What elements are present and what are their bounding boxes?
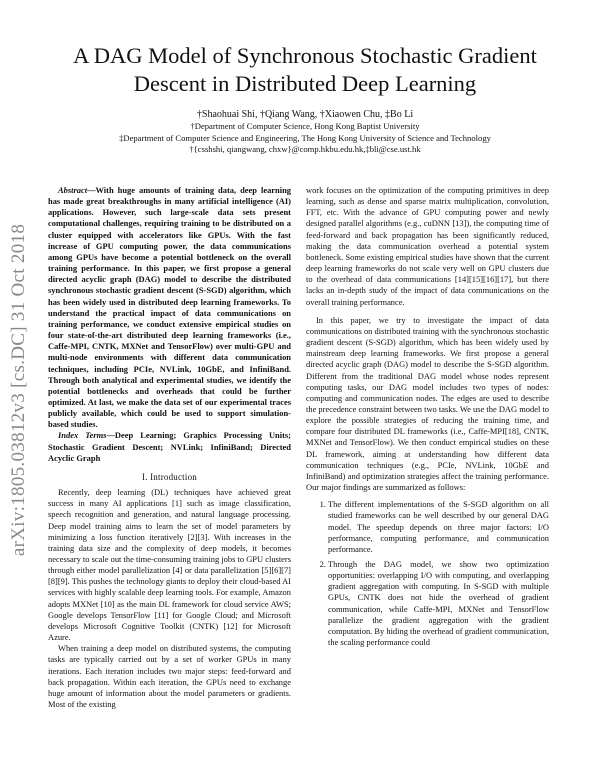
affiliation-hkust: ‡Department of Computer Science and Engineering, The Hong Kong University of Science and Technology: [119, 132, 491, 143]
right-column: [306, 185, 549, 652]
author-emails: †{csshshi, qiangwang, chxw}@comp.hkbu.edu.hk,‡bli@cse.ust.hk: [189, 144, 421, 155]
intro-paragraph-4: In this paper, we try to investigate the impact of data communications on distributed training with the synchronous stochastic gradient descent (S-SGD) algorithm, which has been widely used by mainstream deep learning frameworks. We first propose a general directed acyclic graph (DAG) model to describe the S-SGD algorithm. Different from the traditional DAG model whose nodes represent computing tasks, our DAG model includes two types of nodes: computing and communication nodes. The edges are used to describe the precedence constraint between two tasks. We use the DAG model to explore the possible strategies of reducing the training time, and compare four distributed DL frameworks (i.e., Caffe-MPI[18], CNTK, MXNet and TensorFlow). We then conduct empirical studies on these DL framework, aiming at understanding how different data communication techniques (e.g., PCIe, NVLink, 10GbE and InfiniBand) and optimization strategies affect the training performance. Our major findings are summarized as follows:: [306, 314, 549, 493]
intro-paragraph-3: work focuses on the optimization of the computing primitives in deep learning, such as dense and sparse matrix multiplication, convolution, FFT, etc. With the advance of GPU computing power and newly designed parallel algorithms (e.g., cuDNN [13]), the computing time of feed-forward and back propagation has been significantly reduced, making the data communication overhead a potential system bottleneck. Some existing empirical studies have shown that the current deep learning frameworks do not scale very well on GPU clusters due to the overhead of data communications [14][15][16][17], but there lacks an in-depth study of the impact of data communications on the overall training performance.: [306, 185, 549, 307]
author-list: †Shaohuai Shi, †Qiang Wang, †Xiaowen Chu, ‡Bo Li: [196, 109, 414, 120]
index-terms: [48, 430, 291, 463]
finding-item-2: 2. Through the DAG model, we show two optimization opportunities: overlapping I/O with computing, and overlapping gradient aggregation with computing. In S-SGD with multiple GPUs, CNTK does not hide the overhead of gradient communication, while Caffe-MPI, MXNet and TensorFlow parallelize the gradient aggregation with the gradient computation. By hiding the overhead of gradient communication, the scaling performance could: [328, 559, 549, 648]
paper-title: A DAG Model of Synchronous Stochastic Gradient Descent in Distributed Deep Learning: [73, 43, 537, 96]
intro-paragraph-2: When training a deep model on distributed systems, the computing tasks are typically carried out by a set of worker GPUs in many iterations. Each iteration includes two major steps: feed-forward and back propagation. Within each iteration, the GPUs need to exchange huge amount of information about the model parameters or gradients. Most of the existing: [48, 643, 291, 710]
arxiv-id: arXiv:1805.03812v3 [cs.DC] 31 Oct 2018: [8, 223, 29, 557]
abstract-lead: Abstract: [58, 185, 88, 195]
abstract-text: —With huge amounts of training data, deep learning has made great breakthroughs in many artificial intelligence (AI) applications. However, such large-scale data sets present computational challenges, requiring training to be distributed on a cluster equipped with accelerators like GPUs. With the fast increase of GPU computing power, the data communications among GPUs have become a potential bottleneck on the overall training performance. In this paper, we first propose a general directed acyclic graph (DAG) model to describe the distributed synchronous stochastic gradient descent (S-SGD) algorithm, which has been widely used in distributed deep learning frameworks. To understand the practical impact of data communications on training performance, we conduct extensive empirical studies on four state-of-the-art distributed deep learning frameworks (i.e., Caffe-MPI, CNTK, MXNet and TensorFlow) over multi-GPU and multi-node environments with different data communication techniques, including PCIe, NVLink, 10GbE, and InfiniBand. Through both analytical and experimental studies, we identify the potential bottlenecks and overheads that could be further optimized. At last, we make the data set of our experimental traces publicly available, which could be used to support simulation-based studies.: [48, 185, 291, 430]
affiliation-hkbu: †Department of Computer Science, Hong Kong Baptist University: [190, 121, 420, 131]
section-heading-introduction: I. Introduction: [142, 471, 197, 482]
finding-item-1: 1. The different implementations of the S-SGD algorithm on all studied frameworks can be well described by our general DAG model. The speedup depends on three major factors: I/O performance, computing performance, and communication performance.: [328, 499, 549, 555]
index-terms-text: —Deep Learning; Graphics Processing Units; Stochastic Gradient Descent; NVLink; InfiniBand; Directed Acyclic Graph: [48, 430, 291, 463]
abstract: [48, 185, 291, 430]
findings-list: [306, 499, 549, 648]
index-terms-lead: Index Terms: [58, 430, 107, 441]
left-column: [48, 185, 291, 710]
intro-paragraph-1: Recently, deep learning (DL) techniques have achieved great success in many AI applications [1] such as image classification, speech recognition and generation, and natural language processing. Deep model training aims to learn the set of model parameters by minimizing a loss function iteratively [2][3]. With increases in the training data size and the complexity of deep models, it becomes necessary to scale out the time-consuming training jobs to GPU clusters through either model parallelization [4] or data parallelization [5][6][7][8][9]. This pushes the technology giants to deploy their cloud-based AI services with highly scalable deep learning tools. For example, Amazon adopts MXNet [10] as the main DL framework for cloud service AWS; Google develops TensorFlow [11] for Google Cloud; and Microsoft develops Microsoft Cognitive Toolkit (CNTK) [12] for Microsoft Azure.: [48, 487, 291, 643]
paper-header: [40, 42, 570, 156]
arxiv-stamp: [4, 190, 34, 590]
